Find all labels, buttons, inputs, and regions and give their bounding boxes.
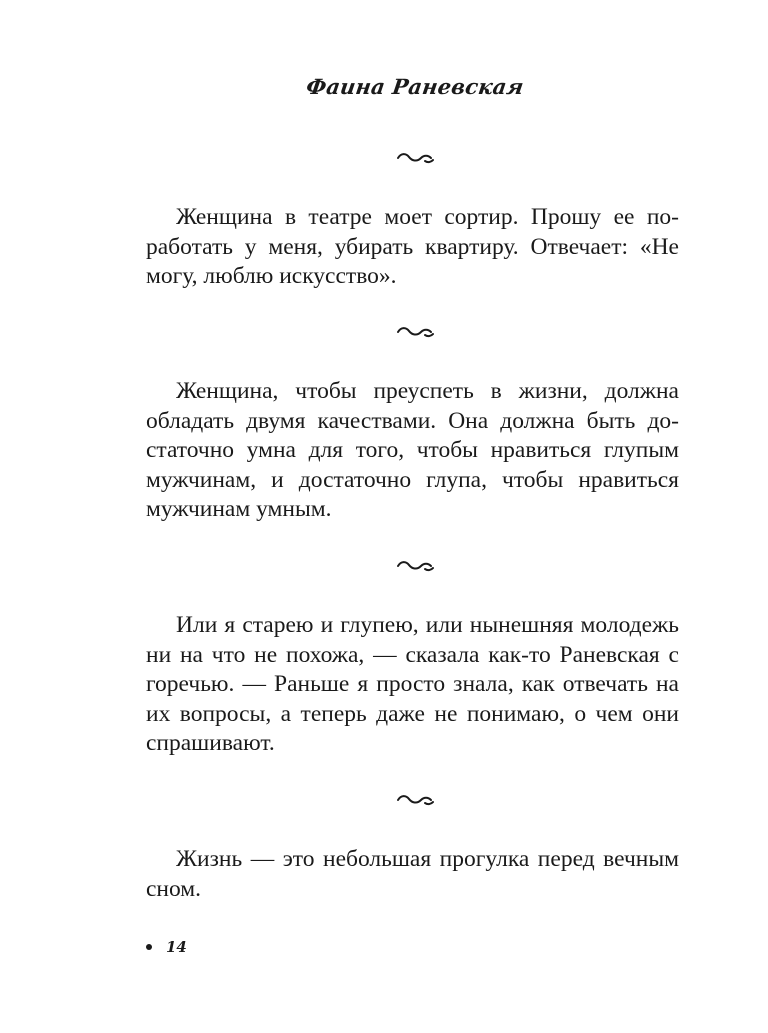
quote-paragraph: Женщина в театре моет сортир. Прошу ее поработать у меня, убирать квартиру. Отвечает: «Не могу, люблю искусство». [146,204,679,289]
quote-paragraph: Жизнь — это небольшая прогулка перед вечным сном. [146,846,679,902]
quote-paragraph: Женщина, чтобы преуспеть в жизни, должна обладать двумя качествами. Она должна быть достаточно умна для того, чтобы нравиться глупым мужчинам, и достаточно глупа, чтобы нравиться мужчинам умным. [146,378,679,522]
page-number [146,938,187,956]
swash-ornament-icon [395,326,435,340]
quote-paragraph: Или я старею и глупею, или нынешняя молодежь ни на что не похожа, — сказала как-то Раневская с горечью. — Раньше я просто знала, как отвечать на их вопросы, а теперь даже не понимаю, о чем они спрашивают. [146,612,679,756]
running-head: Фаина Раневская [304,74,526,99]
swash-ornament-icon [395,794,435,808]
page-number-label: 14 [166,938,187,956]
bullet-icon [146,944,152,950]
swash-ornament-icon [395,560,435,574]
swash-ornament-icon [395,152,435,166]
